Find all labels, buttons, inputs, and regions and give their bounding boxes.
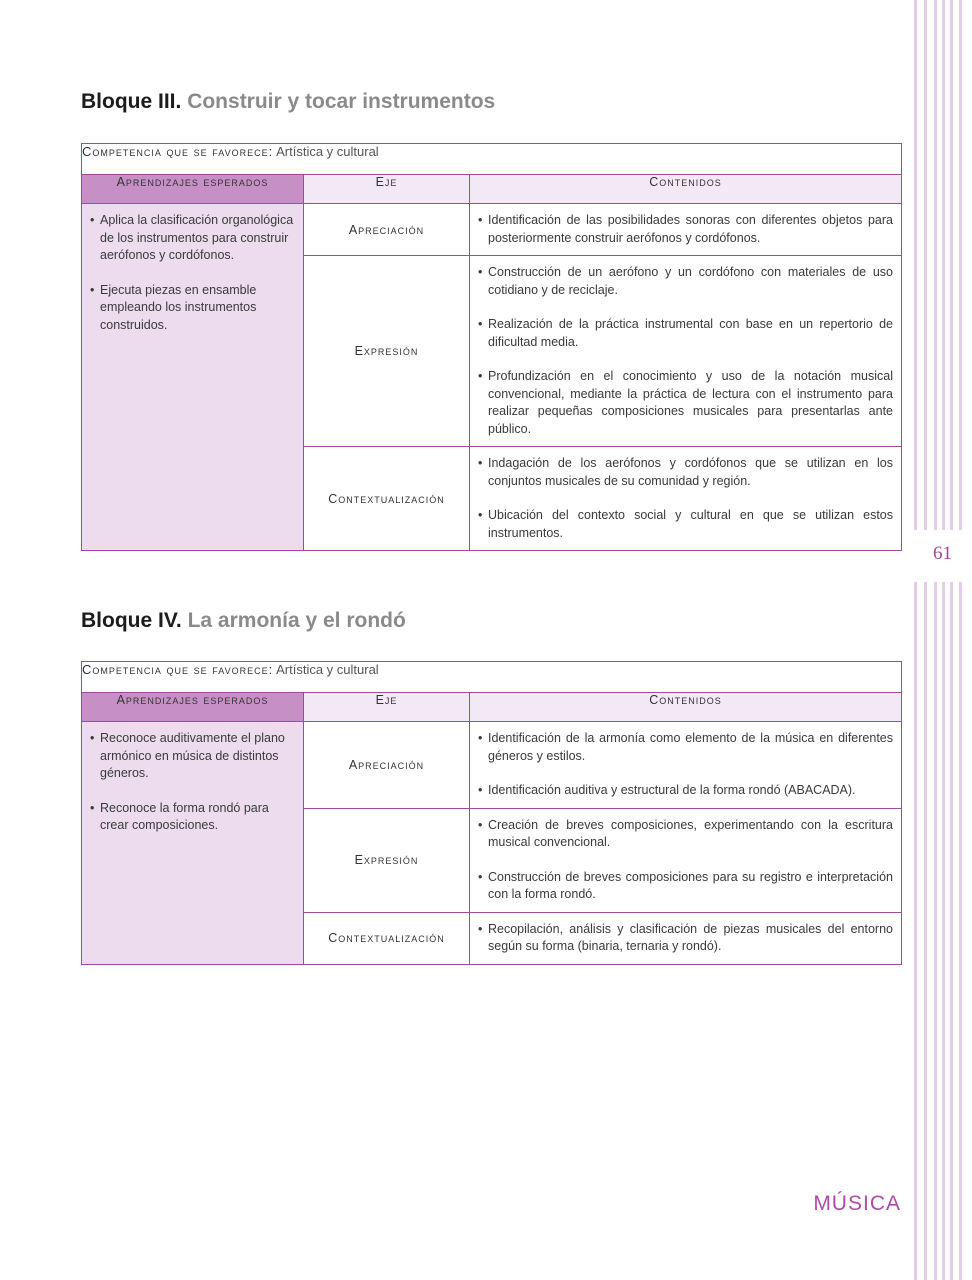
competencia-value: Artística y cultural xyxy=(276,662,379,677)
contenidos-cell xyxy=(470,447,902,551)
eje-apreciacion: Apreciación xyxy=(304,204,470,256)
contenidos-cell xyxy=(470,204,902,256)
competencia-label: Competencia que se favorece: xyxy=(82,144,274,159)
contenidos-cell xyxy=(470,722,902,809)
contenido-item: • Recopilación, análisis y clasificación de piezas musicales del entorno según su forma (binaria, ternaria y rondó). xyxy=(478,921,893,956)
block-title xyxy=(81,609,901,637)
margin-stripes xyxy=(912,0,972,1280)
aprendizajes-cell xyxy=(82,204,304,551)
header-eje: Eje xyxy=(304,693,470,722)
block-number: Bloque IV. xyxy=(81,609,182,632)
contenidos-cell xyxy=(470,256,902,447)
contenido-item: • Creación de breves composiciones, experimentando con la escritura musical convencional. xyxy=(478,817,893,852)
contenido-item: • Profundización en el conocimiento y uso de la notación musical convencional, mediante la práctica de lectura con el instrumento para realizar pequeñas composiciones musicales para presentarlas ante público. xyxy=(478,368,893,438)
eje-contextualizacion: Contextualización xyxy=(304,447,470,551)
competencia-value: Artística y cultural xyxy=(276,144,379,159)
block-number: Bloque III. xyxy=(81,90,182,113)
eje-contextualizacion: Contextualización xyxy=(304,912,470,964)
header-aprendizajes: Aprendizajes esperados xyxy=(82,175,304,204)
competencia-label: Competencia que se favorece: xyxy=(82,662,274,677)
block-3 xyxy=(81,90,901,551)
competencia-row xyxy=(82,662,902,693)
block-table xyxy=(81,143,902,551)
header-eje: Eje xyxy=(304,175,470,204)
contenido-item: • Indagación de los aerófonos y cordófonos que se utilizan en los conjuntos musicales de su comunidad y región. xyxy=(478,455,893,490)
eje-expresion: Expresión xyxy=(304,808,470,912)
eje-apreciacion: Apreciación xyxy=(304,722,470,809)
block-name: La armonía y el rondó xyxy=(187,609,406,632)
aprendizajes-cell xyxy=(82,722,304,965)
contenido-item: • Identificación de la armonía como elemento de la música en diferentes géneros y estilos. xyxy=(478,730,893,765)
block-table xyxy=(81,661,902,965)
contenido-item: • Ubicación del contexto social y cultural en que se utilizan estos instrumentos. xyxy=(478,507,893,542)
aprendizaje-item: • Ejecuta piezas en ensamble empleando los instrumentos construidos. xyxy=(90,282,295,335)
aprendizaje-item: • Reconoce auditivamente el plano armónico en música de distintos géneros. xyxy=(90,730,295,783)
page-number: 61 xyxy=(933,543,952,564)
contenido-item: • Identificación de las posibilidades sonoras con diferentes objetos para posteriormente construir aerófonos y cordófonos. xyxy=(478,212,893,247)
contenidos-cell xyxy=(470,912,902,964)
contenido-item: • Identificación auditiva y estructural de la forma rondó (ABACADA). xyxy=(478,782,893,800)
aprendizaje-item: • Reconoce la forma rondó para crear composiciones. xyxy=(90,800,295,835)
block-title xyxy=(81,90,901,118)
footer-subject: MÚSICA xyxy=(813,1192,901,1215)
header-contenidos: Contenidos xyxy=(470,693,902,722)
eje-expresion: Expresión xyxy=(304,256,470,447)
block-name: Construir y tocar instrumentos xyxy=(187,90,496,113)
block-4 xyxy=(81,609,901,965)
contenido-item: • Construcción de breves composiciones para su registro e interpretación con la forma rondó. xyxy=(478,869,893,904)
aprendizaje-item: • Aplica la clasificación organológica de los instrumentos para construir aerófonos y cordófonos. xyxy=(90,212,295,265)
header-contenidos: Contenidos xyxy=(470,175,902,204)
contenidos-cell xyxy=(470,808,902,912)
header-aprendizajes: Aprendizajes esperados xyxy=(82,693,304,722)
contenido-item: • Realización de la práctica instrumental con base en un repertorio de dificultad media. xyxy=(478,316,893,351)
competencia-row xyxy=(82,144,902,175)
contenido-item: • Construcción de un aerófono y un cordófono con materiales de uso cotidiano y de reciclaje. xyxy=(478,264,893,299)
